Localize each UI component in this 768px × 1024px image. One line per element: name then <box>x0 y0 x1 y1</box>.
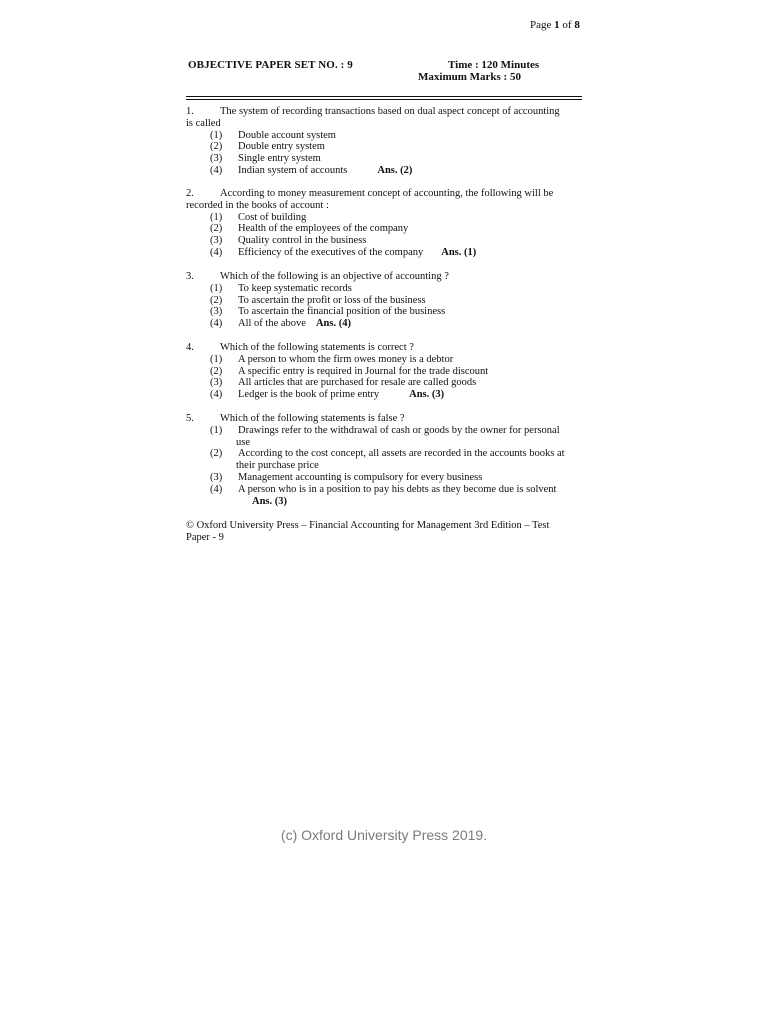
option-number: (1) <box>210 129 223 141</box>
marks-label: Maximum Marks : 50 <box>418 71 521 83</box>
option-text-cont: use <box>236 436 250 448</box>
page-current: 1 <box>554 19 560 31</box>
option-number: (4) <box>210 246 223 258</box>
option-text: Health of the employees of the company <box>238 223 409 235</box>
answer-label: Ans. (1) <box>441 246 477 258</box>
option <box>186 484 582 496</box>
option-text: Cost of building <box>238 211 307 223</box>
option <box>186 389 582 401</box>
question-stem-cont: is called <box>186 117 221 129</box>
header-rule-top <box>186 96 582 97</box>
option-number: (4) <box>210 389 223 401</box>
answer-label: Ans. (2) <box>377 164 413 176</box>
answer-label: Ans. (3) <box>252 495 288 507</box>
option-text: A person who is in a position to pay his debts as they become due is solvent <box>238 483 557 495</box>
question-stem: According to money measurement concept of accounting, the following will be <box>220 188 554 199</box>
copyright-note <box>186 520 582 544</box>
option-number: (2) <box>210 223 223 235</box>
question-number: 5. <box>186 413 194 424</box>
option <box>186 130 582 142</box>
paper-title: OBJECTIVE PAPER SET NO. : 9 <box>188 59 353 71</box>
option-number: (1) <box>210 424 223 436</box>
option-number: (4) <box>210 164 223 176</box>
header-rule-bottom <box>186 99 582 100</box>
time-label: Time : 120 Minutes <box>448 59 540 71</box>
question-stem: Which of the following statements is correct ? <box>220 342 414 353</box>
option <box>186 212 582 224</box>
option-number: (2) <box>210 448 223 460</box>
question-number: 4. <box>186 342 194 353</box>
option <box>186 448 582 460</box>
option-number: (2) <box>210 294 223 306</box>
option-number: (2) <box>210 365 223 377</box>
option-text-cont: their purchase price <box>236 460 319 472</box>
option-text: According to the cost concept, all assets are recorded in the accounts books at <box>238 448 565 460</box>
option <box>186 165 582 177</box>
option-number: (3) <box>210 471 223 483</box>
option-text: To keep systematic records <box>238 282 352 294</box>
option <box>186 306 582 318</box>
option <box>186 318 582 330</box>
answer-label: Ans. (3) <box>409 389 445 401</box>
question-number: 1. <box>186 106 194 117</box>
option-number: (4) <box>210 483 223 495</box>
option <box>186 377 582 389</box>
watermark: (c) Oxford University Press 2019. <box>280 827 488 843</box>
option <box>186 295 582 307</box>
option-text: A person to whom the firm owes money is a debtor <box>238 353 454 365</box>
option-number: (1) <box>210 353 223 365</box>
option-number: (1) <box>210 282 223 294</box>
option <box>186 472 582 484</box>
option-text: All articles that are purchased for resale are called goods <box>238 377 477 389</box>
question-3 <box>186 271 582 330</box>
option-text: A specific entry is required in Journal for the trade discount <box>238 365 489 377</box>
question-number: 2. <box>186 188 194 199</box>
option-number: (3) <box>210 235 223 247</box>
option-text: All of the above <box>238 318 306 330</box>
option <box>186 366 582 378</box>
option-text: Efficiency of the executives of the company <box>238 246 424 258</box>
question-5 <box>186 413 582 507</box>
page-prefix: Page <box>530 19 555 31</box>
option <box>186 153 582 165</box>
option-text: Drawings refer to the withdrawal of cash or goods by the owner for personal <box>238 424 560 436</box>
option <box>186 247 582 259</box>
option-text: Management accounting is compulsory for every business <box>238 471 483 483</box>
option-number: (3) <box>210 377 223 389</box>
option-text: To ascertain the financial position of the business <box>238 306 446 318</box>
option-number: (1) <box>210 211 223 223</box>
option-text: Single entry system <box>238 153 321 165</box>
option <box>186 223 582 235</box>
option-number: (2) <box>210 141 223 153</box>
option-text: Double entry system <box>238 141 325 153</box>
question-stem-cont: recorded in the books of account : <box>186 199 329 211</box>
page-number <box>530 19 580 31</box>
question-stem: Which of the following statements is false ? <box>220 413 405 424</box>
option <box>186 235 582 247</box>
question-4 <box>186 342 582 401</box>
option-number: (4) <box>210 318 223 330</box>
answer-label: Ans. (4) <box>315 318 351 330</box>
copyright-line-1: © Oxford University Press – Financial Accounting for Management 3rd Edition – Test <box>186 520 550 531</box>
question-2 <box>186 188 582 259</box>
page-total: 8 <box>574 19 580 31</box>
question-number: 3. <box>186 271 194 282</box>
option-text: Quality control in the business <box>238 235 367 247</box>
question-stem: The system of recording transactions based on dual aspect concept of accounting <box>220 106 560 117</box>
option-text: Ledger is the book of prime entry <box>238 389 380 401</box>
option <box>186 141 582 153</box>
option-number: (3) <box>210 306 223 318</box>
option-text: Indian system of accounts <box>238 164 348 176</box>
option-number: (3) <box>210 153 223 165</box>
option <box>186 283 582 295</box>
question-1 <box>186 106 582 177</box>
page-of: of <box>559 19 575 31</box>
option-text: To ascertain the profit or loss of the business <box>238 294 426 306</box>
copyright-line-2: Paper - 9 <box>186 532 224 543</box>
option <box>186 425 582 437</box>
option-text: Double account system <box>238 129 336 141</box>
option <box>186 354 582 366</box>
question-stem: Which of the following is an objective of accounting ? <box>220 271 449 282</box>
